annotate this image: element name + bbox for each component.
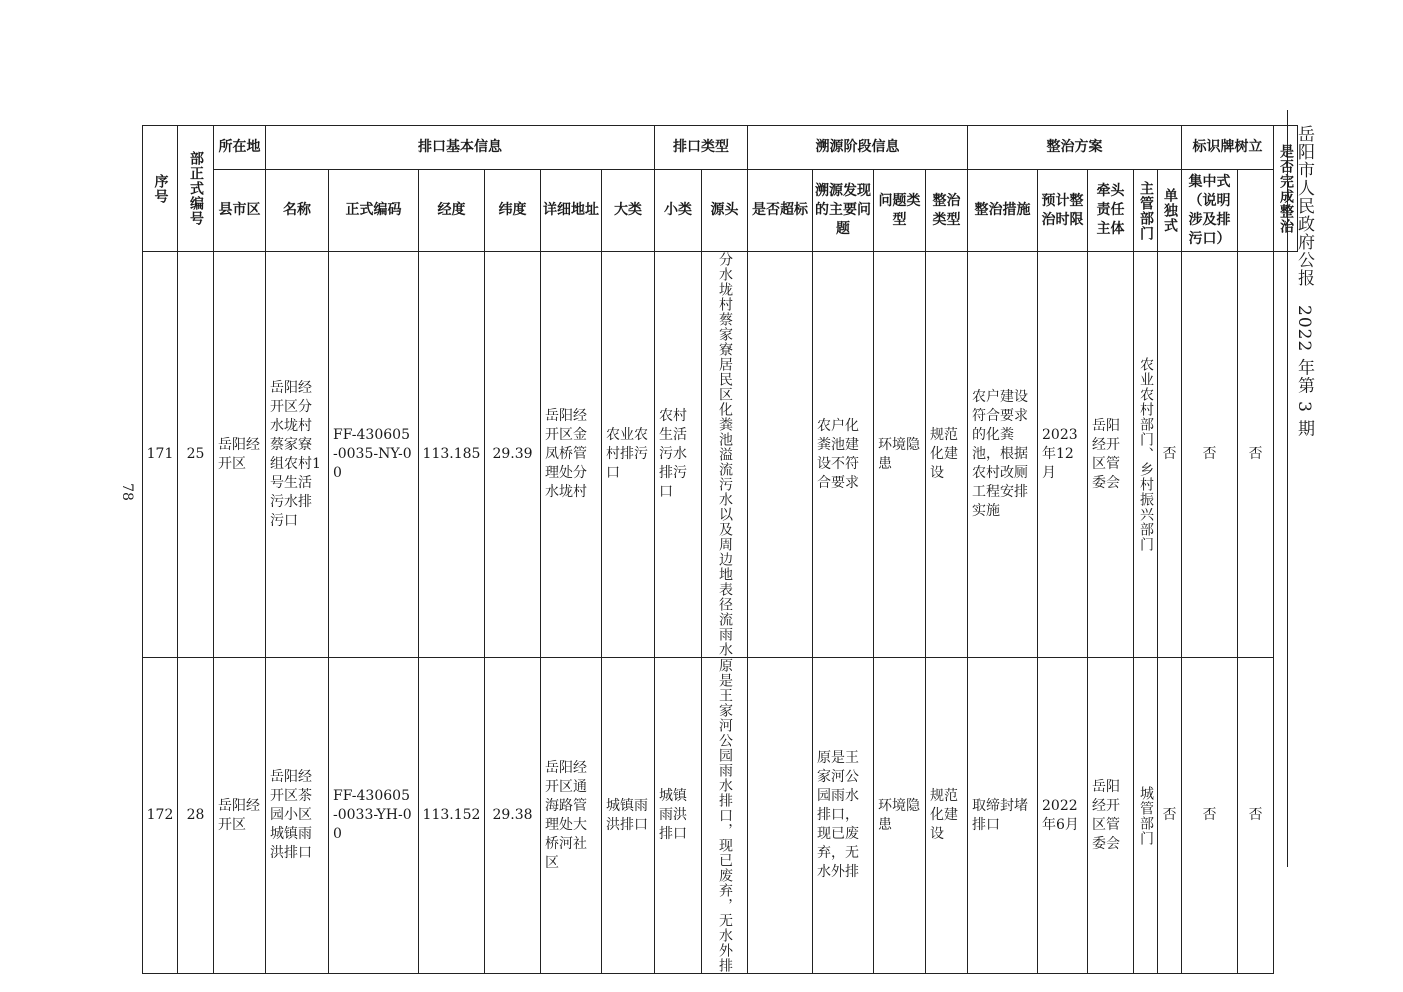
cell-name: 岳阳经开区分水垅村蔡家寮组农村1号生活污水排污口 — [266, 252, 329, 658]
header-trace-info: 溯源阶段信息 — [748, 126, 968, 170]
cell-measures: 农户建设符合要求的化粪池，根据农村改厕工程安排实施 — [968, 252, 1038, 658]
header-problem-type: 问题类型 — [874, 170, 926, 252]
header-central: 集中式（说明涉及排污口） — [1182, 170, 1238, 252]
cell-dept-code: 28 — [178, 658, 214, 974]
cell-exceed — [748, 252, 813, 658]
cell-source: 原是王家河公园雨水排口，现已废弃，无水外排 — [702, 658, 748, 974]
cell-central: 否 — [1182, 252, 1238, 658]
cell-address: 岳阳经开区金凤桥管理处分水垅村 — [541, 252, 602, 658]
header-plan-type: 整治类型 — [926, 170, 968, 252]
cell-lead: 岳阳经开区管委会 — [1088, 252, 1134, 658]
cell-latitude: 29.38 — [485, 658, 541, 974]
cell-latitude: 29.39 — [485, 252, 541, 658]
cell-code: FF-430605-0033-YH-00 — [329, 658, 419, 974]
cell-county: 岳阳经开区 — [214, 658, 266, 974]
header-minor: 小类 — [655, 170, 702, 252]
header-address: 详细地址 — [541, 170, 602, 252]
header-plan: 整治方案 — [968, 126, 1182, 170]
cell-seq: 172 — [143, 658, 178, 974]
cell-completed: 否 — [1238, 658, 1274, 974]
cell-name: 岳阳经开区茶园小区城镇雨洪排口 — [266, 658, 329, 974]
cell-minor: 农村生活污水排污口 — [655, 252, 702, 658]
page-number: 78 — [118, 483, 135, 501]
cell-dept-code: 25 — [178, 252, 214, 658]
cell-single: 否 — [1158, 658, 1182, 974]
header-basic-info: 排口基本信息 — [266, 126, 655, 170]
cell-source: 分水垅村蔡家寮居民区化粪池溢流污水以及周边地表径流雨水 — [702, 252, 748, 658]
cell-minor: 城镇雨洪排口 — [655, 658, 702, 974]
cell-measures: 取缔封堵排口 — [968, 658, 1038, 974]
header-name: 名称 — [266, 170, 329, 252]
cell-address: 岳阳经开区通海路管理处大桥河社区 — [541, 658, 602, 974]
cell-dept: 城管部门 — [1134, 658, 1158, 974]
header-longitude: 经度 — [419, 170, 485, 252]
header-completed: 是否完成整治 — [1274, 126, 1298, 252]
cell-exceed — [748, 658, 813, 974]
header-dept: 主管部门 — [1134, 170, 1158, 252]
header-dept-code: 部正式编号 — [178, 126, 214, 252]
header-location: 所在地 — [214, 126, 266, 170]
table-row — [143, 658, 1298, 974]
cell-plan-type: 规范化建设 — [926, 658, 968, 974]
cell-major: 城镇雨洪排口 — [602, 658, 655, 974]
cell-seq: 171 — [143, 252, 178, 658]
table-row — [143, 252, 1298, 658]
header-source: 源头 — [702, 170, 748, 252]
header-seq: 序号 — [143, 126, 178, 252]
cell-longitude: 113.152 — [419, 658, 485, 974]
header-major: 大类 — [602, 170, 655, 252]
cell-dept: 农业农村部门、乡村振兴部门 — [1134, 252, 1158, 658]
header-measures: 整治措施 — [968, 170, 1038, 252]
cell-plan-type: 规范化建设 — [926, 252, 968, 658]
cell-single: 否 — [1158, 252, 1182, 658]
cell-code: FF-430605-0035-NY-00 — [329, 252, 419, 658]
cell-problem-type: 环境隐患 — [874, 252, 926, 658]
header-county: 县市区 — [214, 170, 266, 252]
header-problem: 溯源发现的主要问题 — [813, 170, 874, 252]
header-deadline: 预计整治时限 — [1038, 170, 1088, 252]
header-code: 正式编码 — [329, 170, 419, 252]
header-exceed: 是否超标 — [748, 170, 813, 252]
header-lead: 牵头责任主体 — [1088, 170, 1134, 252]
header-single: 单独式 — [1158, 170, 1182, 252]
cell-major: 农业农村排污口 — [602, 252, 655, 658]
header-outlet-type: 排口类型 — [655, 126, 748, 170]
journal-side-title: 岳阳市人民政府公报 2022 年第 3 期 — [1294, 125, 1314, 438]
cell-central: 否 — [1182, 658, 1238, 974]
cell-longitude: 113.185 — [419, 252, 485, 658]
cell-deadline: 2022年6月 — [1038, 658, 1088, 974]
cell-lead: 岳阳经开区管委会 — [1088, 658, 1134, 974]
cell-deadline: 2023年12月 — [1038, 252, 1088, 658]
header-latitude: 纬度 — [485, 170, 541, 252]
header-sign: 标识牌树立 — [1182, 126, 1274, 170]
outlet-table — [142, 125, 1298, 974]
cell-problem: 原是王家河公园雨水排口，现已废弃，无水外排 — [813, 658, 874, 974]
cell-completed: 否 — [1238, 252, 1274, 658]
cell-problem: 农户化粪池建设不符合要求 — [813, 252, 874, 658]
cell-county: 岳阳经开区 — [214, 252, 266, 658]
cell-problem-type: 环境隐患 — [874, 658, 926, 974]
